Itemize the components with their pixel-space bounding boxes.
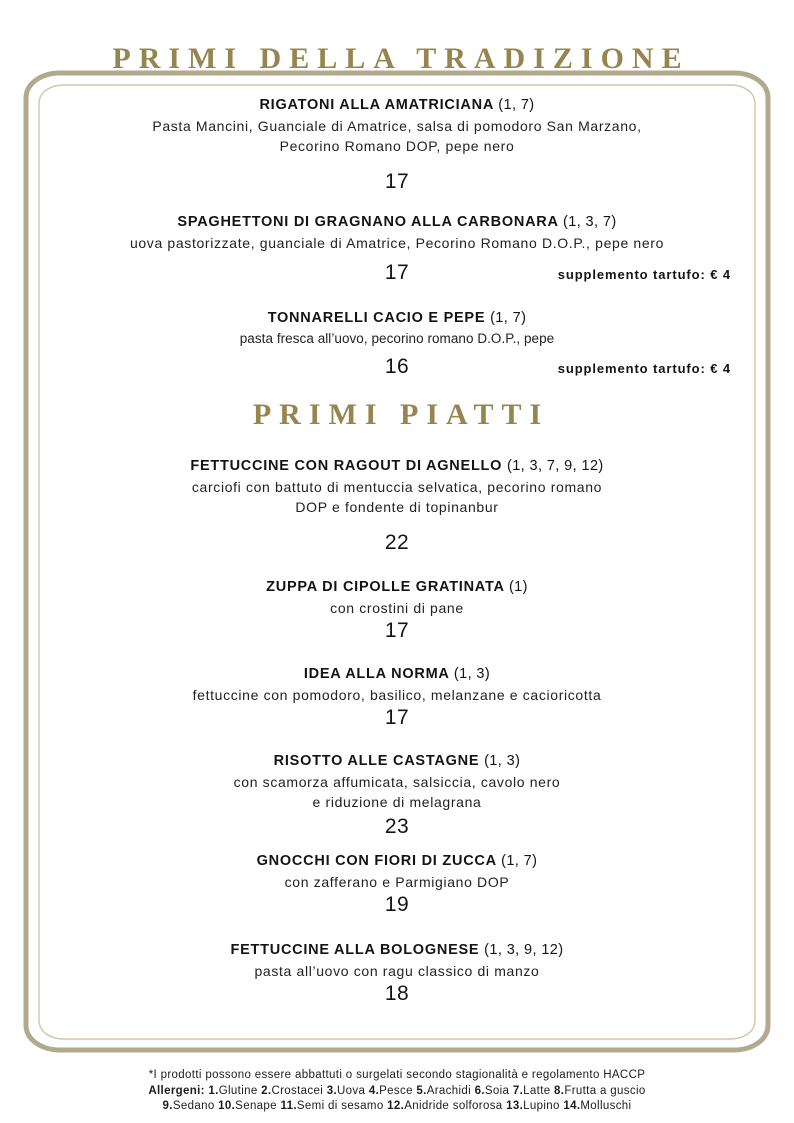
dish-description-line: con zafferano e Parmigiano DOP xyxy=(284,874,510,891)
dish-description-line: Pecorino Romano DOP, pepe nero xyxy=(279,138,515,155)
menu-item[interactable] xyxy=(57,665,737,731)
menu-item[interactable] xyxy=(57,457,737,556)
dish-description-line: DOP e fondente di topinanbur xyxy=(295,499,499,516)
dish-name-text: ZUPPA DI CIPOLLE GRATINATA xyxy=(266,579,505,595)
menu-item[interactable] xyxy=(57,578,737,644)
dish-price: 17 xyxy=(384,619,410,643)
menu-item[interactable] xyxy=(57,752,737,840)
dish-name xyxy=(57,852,737,870)
dish-price: 23 xyxy=(384,814,410,838)
dish-name-text: SPAGHETTONI DI GRAGNANO ALLA CARBONARA xyxy=(177,214,559,230)
footer-allergen-label: Allergeni: xyxy=(148,1084,205,1097)
dish-name-text: TONNARELLI CACIO E PEPE xyxy=(267,310,486,326)
menu-item[interactable] xyxy=(57,941,737,1007)
dish-price: 17 xyxy=(384,169,410,193)
menu-item[interactable] xyxy=(57,309,737,380)
dish-name-text: GNOCCHI CON FIORI DI ZUCCA xyxy=(256,853,497,869)
footer-allergen-line-1 xyxy=(0,1084,794,1100)
dish-description-line: e riduzione di melagrana xyxy=(312,794,482,811)
dish-allergens: (1, 3, 7, 9, 12) xyxy=(506,458,604,474)
footer xyxy=(0,1068,794,1115)
dish-allergens: (1, 7) xyxy=(501,853,538,869)
dish-description-line: carciofi con battuto di mentuccia selvatica, pecorino romano xyxy=(191,479,603,496)
dish-allergens: (1, 3, 7) xyxy=(563,214,617,230)
dish-description-line: pasta fresca all’uovo, pecorino romano D.O.P., pepe xyxy=(239,331,555,347)
dish-price: 17 xyxy=(384,261,410,285)
dish-allergens: (1, 3, 9, 12) xyxy=(484,942,564,958)
dish-name xyxy=(57,578,737,596)
dish-price: 18 xyxy=(384,982,410,1006)
dish-price: 17 xyxy=(384,706,410,730)
dish-description-line: fettuccine con pomodoro, basilico, melanzane e cacioricotta xyxy=(192,687,602,704)
section-title-primi-della-tradizione: PRIMI DELLA TRADIZIONE xyxy=(112,42,690,75)
dish-name-text: IDEA ALLA NORMA xyxy=(303,666,450,682)
dish-price: 16 xyxy=(384,354,410,378)
dish-name xyxy=(57,96,737,114)
section-title-primi-piatti: PRIMI PIATTI xyxy=(252,398,550,431)
dish-price: 19 xyxy=(384,893,410,917)
dish-supplement: supplemento tartufo: € 4 xyxy=(557,267,731,283)
footer-allergen-list-2: 9.Sedano 10.Senape 11.Semi di sesamo 12.Anidride solforosa 13.Lupino 14.Molluschi xyxy=(162,1100,632,1112)
dish-name-text: RIGATONI ALLA AMATRICIANA xyxy=(259,97,494,113)
footer-haccp-note: *I prodotti possono essere abbattuti o surgelati secondo stagionalità e regolamento HACCP xyxy=(148,1069,646,1081)
dish-allergens: (1, 3) xyxy=(484,753,521,769)
dish-description-line: uova pastorizzate, guanciale di Amatrice, Pecorino Romano D.O.P., pepe nero xyxy=(129,235,665,252)
dish-name-text: FETTUCCINE ALLA BOLOGNESE xyxy=(230,942,480,958)
dish-allergens: (1, 3) xyxy=(453,666,491,682)
footer-allergen-list-1: 1.Glutine 2.Crostacei 3.Uova 4.Pesce 5.Arachidi 6.Soia 7.Latte 8.Frutta a guscio xyxy=(208,1084,646,1097)
dish-allergens: (1, 7) xyxy=(490,310,527,326)
dish-allergens: (1) xyxy=(508,579,528,595)
dish-description-line: con scamorza affumicata, salsiccia, cavolo nero xyxy=(233,774,561,791)
menu-item[interactable] xyxy=(57,852,737,918)
menu-item[interactable] xyxy=(57,96,737,195)
menu-item[interactable] xyxy=(57,213,737,286)
dish-name xyxy=(57,213,737,231)
dish-description-line: Pasta Mancini, Guanciale di Amatrice, salsa di pomodoro San Marzano, xyxy=(152,118,642,135)
dish-name-text: RISOTTO ALLE CASTAGNE xyxy=(273,753,480,769)
dish-name-text: FETTUCCINE CON RAGOUT DI AGNELLO xyxy=(190,458,503,474)
dish-supplement: supplemento tartufo: € 4 xyxy=(557,360,731,376)
dish-name xyxy=(57,457,737,475)
dish-allergens: (1, 7) xyxy=(498,97,535,113)
dish-description-line: pasta all’uovo con ragu classico di manzo xyxy=(254,963,540,980)
footer-allergen-line-2 xyxy=(0,1099,794,1115)
dish-price: 22 xyxy=(384,530,410,554)
dish-name xyxy=(57,752,737,770)
dish-name xyxy=(57,309,737,327)
dish-name xyxy=(57,941,737,959)
dish-description-line: con crostini di pane xyxy=(330,600,464,617)
dish-name xyxy=(57,665,737,683)
